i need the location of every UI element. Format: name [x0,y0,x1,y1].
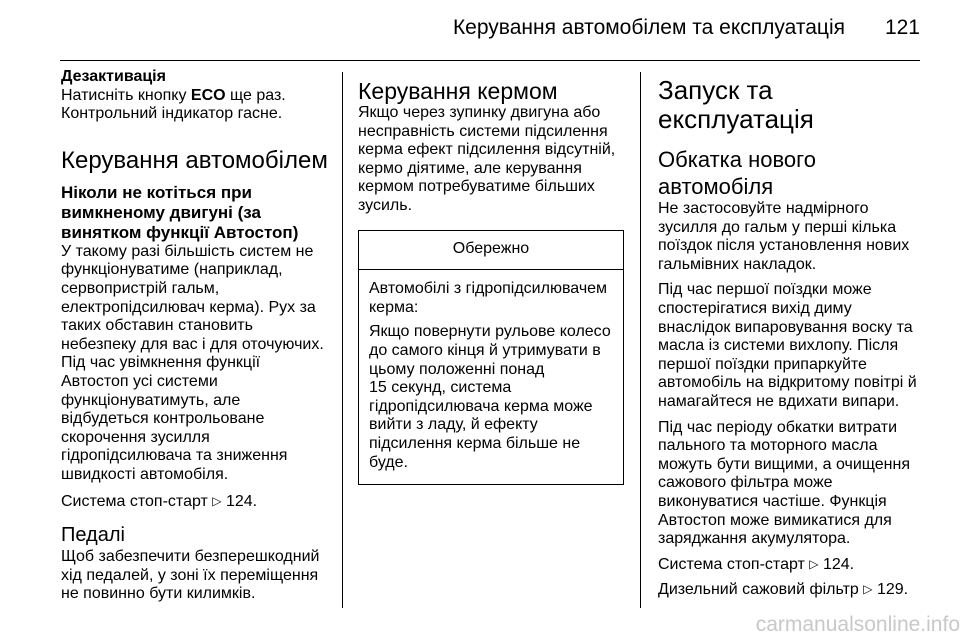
pedals-heading: Педалі [61,524,125,547]
pedals-block [61,523,331,604]
body-line: Якщо через зупинку двигуна або [358,104,601,121]
body-line: масла із системи вихлопу. Після [658,337,899,355]
caution-line: керма: [369,298,419,316]
body-line: автомобіль на відкритому повітрі й [658,374,917,392]
caution-body [359,270,623,484]
header-rule [60,60,920,61]
body-line: кермо діятиме, але керування [358,159,582,177]
reference-text: Система стоп-старт [61,492,208,510]
deactivation-line: Контрольний індикатор гасне. [61,105,283,123]
body-line: гальмівних накладок. [658,255,817,273]
body-line: не повинно бути килимків. [61,585,256,603]
engine-off-heading-line: Ніколи не котіться при [61,182,252,202]
body-line: Під час увімкнення функції [61,354,261,372]
caution-line: Автомобілі з гідропідсилювачем [369,280,608,298]
eco-button-label: ECO [190,86,226,104]
body-line: Під час першої поїздки може [658,281,872,299]
engine-off-block [61,183,331,511]
body-line: Щоб забезпечити безперешкодний [61,548,320,566]
engine-off-heading-line: вимкненому двигуні (за [61,202,261,222]
caution-line: вийти з ладу, й ефекту [369,416,538,434]
page-reference-arrow-icon: ▷ [863,582,873,597]
body-line: Автостоп усі системи [61,372,218,390]
column-divider-left [342,72,343,608]
body-line: керма ефект підсилення відсутній, [358,141,616,159]
body-line: пального та моторного масла [658,437,878,455]
reference-page: 124. [822,555,855,573]
caution-line: Якщо повернути рульове колесо [369,323,611,341]
column-divider-right [640,72,641,608]
section-title-line: Запуск та [658,75,773,105]
section-title-driving: Керування автомобілем [61,146,328,174]
caution-box [358,230,624,486]
deactivation-line: Натисніть кнопку ECO ще раз. [61,86,286,104]
body-line: функціонуватимуть, але [61,391,241,409]
caution-line: 15 секунд, система [369,379,512,397]
engine-off-heading-line: винятком функції Автостоп) [61,222,299,242]
body-line: Не застосовуйте надмірного [658,200,869,217]
body-line: скорочення зусилля [61,428,210,446]
body-line: виконуватися частіше. Функція [658,492,887,510]
caution-line: підсилення керма більше не [369,434,581,452]
body-line: Під час періоду обкатки витрати [658,418,898,436]
running-header-title: Керування автомобілем та експлуатація [452,16,845,39]
body-line: поїздок після установлення нових [658,237,910,255]
body-line: несправність системи підсилення [358,122,608,140]
caution-title: Обережно [359,231,623,271]
engine-off-heading [61,183,331,243]
break-in-heading-line: автомобіля [658,174,774,199]
caution-line: до самого кінця й утримувати в [369,341,601,359]
steering-heading: Керування кермом [358,78,558,104]
body-line: швидкості автомобіля. [61,465,229,483]
reference-page: 129. [876,581,909,599]
body-line: хід педалей, у зоні їх переміщення [61,566,319,584]
body-line: відбудеться контрольоване [61,410,265,428]
body-line: Автостоп може вимикатися для [658,511,892,529]
page-number: 121 [884,16,920,39]
body-line: внаслідок випаровування воску та [658,318,913,336]
body-line: електропідсилювач керма). Рух за [61,298,316,316]
cross-reference-stop-start[interactable] [61,493,331,512]
caution-line: гідропідсилювача керма може [369,397,593,415]
section-title-line: експлуатація [658,104,814,134]
body-line: кермом потребуватиме більших [358,178,595,196]
body-line: гідропідсилювача та зниження [61,447,288,465]
deactivation-block [61,68,331,124]
body-line: сажового фільтра може [658,474,833,492]
body-line: небезпеку для вас і для оточуючих. [61,335,324,353]
deactivation-heading: Дезактивація [61,68,166,85]
reference-text: Система стоп-старт [658,555,805,573]
reference-page: 124. [225,492,258,510]
body-line: першої поїздки припаркуйте [658,355,867,373]
body-line: У такому разі більшість систем не [61,242,314,260]
break-in-heading [658,146,923,200]
section-title-start [658,76,923,134]
column-left [61,68,331,604]
cross-reference-diesel-filter[interactable] [658,581,923,600]
body-line: функціонуватиме (наприклад, [61,261,283,279]
page-reference-arrow-icon: ▷ [212,493,222,508]
body-line: спостерігатися вихід диму [658,299,852,317]
column-middle [358,78,624,485]
caution-line: буде. [369,453,408,471]
body-line: таких обставин становить [61,317,253,335]
reference-text: Дизельний сажовий фільтр [658,581,859,599]
caution-line: цьому положенні понад [369,360,545,378]
body-line: зусиль. [358,196,413,214]
cross-reference-stop-start[interactable] [658,556,923,575]
break-in-heading-line: Обкатка нового [658,147,816,172]
body-line: сервопристрій гальм, [61,279,220,297]
body-line: зусилля до гальм у перші кілька [658,218,897,236]
watermark: carmanualsonline.info [755,613,960,636]
page-reference-arrow-icon: ▷ [809,556,819,571]
body-line: заряджання акумулятора. [658,530,851,548]
body-line: намагайтеся не вдихати випари. [658,392,900,410]
column-right [658,76,923,600]
body-line: можуть бути вищими, а очищення [658,455,910,473]
